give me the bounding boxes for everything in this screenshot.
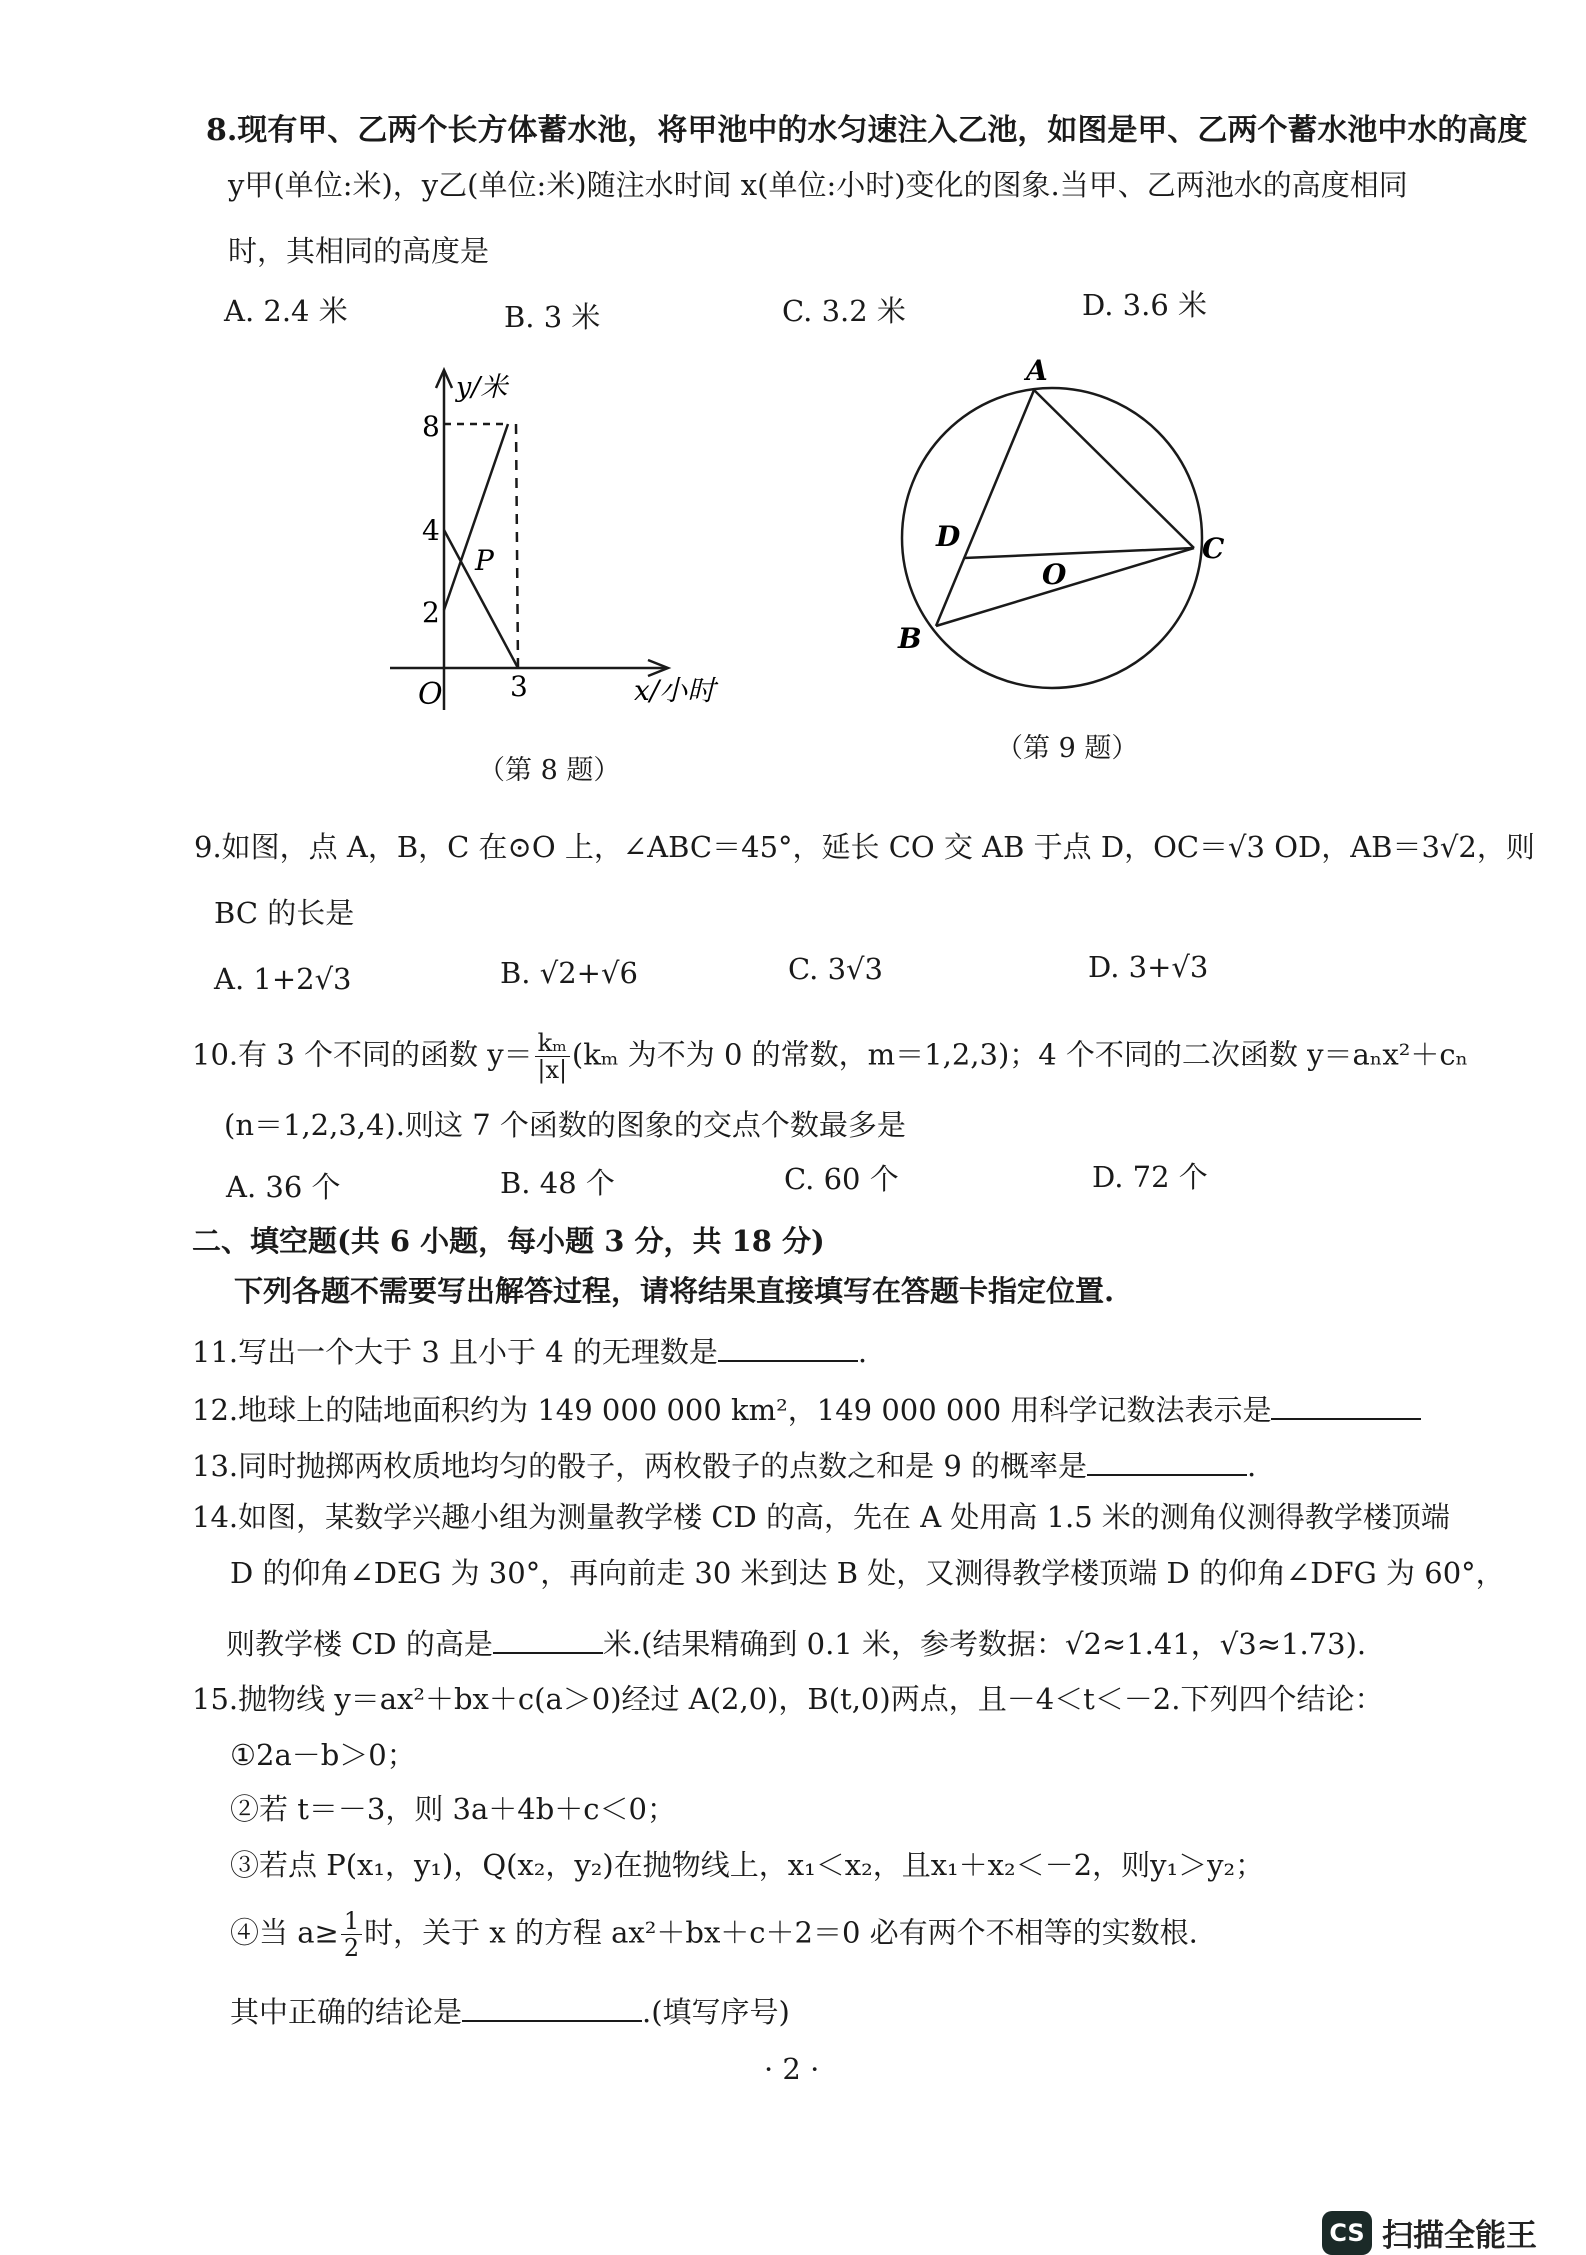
q8-line2: y甲(单位:米)，y乙(单位:米)随注水时间 x(单位:小时)变化的图象.当甲、乙两池水的高度相同: [228, 168, 1408, 202]
q10-option-d: D. 72 个: [1092, 1160, 1208, 1194]
fig9-label-d: D: [936, 520, 961, 553]
q8-option-b: B. 3 米: [504, 300, 601, 334]
fig9-caption: （第 9 题）: [996, 733, 1139, 764]
q14-line3-pre: 则教学楼 CD 的高是: [226, 1627, 493, 1661]
section2-title: 二、填空题(共 6 小题，每小题 3 分，共 18 分): [192, 1224, 825, 1258]
q8-line3: 时，其相同的高度是: [228, 234, 490, 268]
q9-option-b: B. √2+√6: [500, 956, 638, 990]
q10-line2: (n＝1,2,3,4).则这 7 个函数的图象的交点个数最多是: [224, 1108, 906, 1142]
q10-pre: 10.有 3 个不同的函数 y＝: [192, 1037, 533, 1072]
q14-line3: [226, 1622, 1366, 1663]
q13-end: .: [1247, 1449, 1257, 1483]
camscanner-watermark: [1322, 2210, 1537, 2255]
q10-frac-num: kₘ: [535, 1030, 570, 1057]
fig8-tick-4: 4: [422, 514, 440, 547]
q14-line2: D 的仰角∠DEG 为 30°，再向前走 30 米到达 B 处，又测得教学楼顶端 D 的仰角∠DFG 为 60°，: [230, 1556, 1505, 1590]
q14-line3-post: 米.(结果精确到 0.1 米，参考数据：√2≈1.41，√3≈1.73).: [602, 1627, 1367, 1661]
q15-conclusion-1: ①2a－b＞0；: [230, 1738, 416, 1772]
fig8-origin: O: [418, 677, 443, 712]
q14-line1: 14.如图，某数学兴趣小组为测量教学楼 CD 的高，先在 A 处用高 1.5 米的测角仪测得教学楼顶端: [192, 1500, 1450, 1534]
q10-frac-den: |x|: [537, 1056, 568, 1084]
q15-c4-post: 时，关于 x 的方程 ax²＋bx＋c＋2＝0 必有两个不相等的实数根.: [364, 1915, 1198, 1950]
q12-answer-blank[interactable]: [1271, 1388, 1421, 1420]
q14-answer-blank[interactable]: [493, 1622, 603, 1654]
q15-c4-pre: ④当 a≥: [230, 1915, 339, 1950]
q15-c4-num: 1: [341, 1908, 362, 1935]
fig9-label-b: B: [898, 622, 922, 655]
q10-option-c: C. 60 个: [784, 1162, 899, 1196]
figure-9-circle: [880, 352, 1225, 692]
q11: [192, 1330, 867, 1371]
q12-text: 12.地球上的陆地面积约为 149 000 000 km²，149 000 000 用科学记数法表示是: [192, 1393, 1272, 1427]
q8-option-d: D. 3.6 米: [1082, 288, 1207, 322]
camscanner-text: 扫描全能王: [1382, 2218, 1537, 2254]
q9-option-a: A. 1+2√3: [214, 962, 352, 996]
camscanner-logo-icon: CS: [1322, 2211, 1372, 2255]
page-number: · 2 ·: [764, 2052, 820, 2086]
q13-answer-blank[interactable]: [1087, 1444, 1247, 1476]
fig9-label-o: O: [1042, 558, 1067, 591]
q15-answer-blank[interactable]: [462, 1990, 642, 2022]
q15-conclusion-2: ②若 t＝－3，则 3a＋4b＋c＜0；: [230, 1792, 676, 1826]
q9-line2: BC 的长是: [214, 896, 355, 930]
fig8-tick-3: 3: [510, 670, 528, 703]
q15-answer: [230, 1990, 790, 2031]
figure-8-graph: [380, 360, 716, 720]
fig8-tick-8: 8: [422, 410, 440, 443]
q13: [192, 1444, 1256, 1485]
fig8-point-p: P: [475, 544, 494, 577]
q10-line1: [192, 1030, 1468, 1083]
q12: [192, 1388, 1421, 1429]
fig9-label-a: A: [1026, 354, 1048, 387]
fig9-label-c: C: [1202, 532, 1225, 565]
q15-answer-post: .(填写序号): [642, 1995, 790, 2029]
q15-c4-fraction: [341, 1908, 362, 1961]
section2-instruction: 下列各题不需要写出解答过程，请将结果直接填写在答题卡指定位置.: [234, 1274, 1115, 1308]
q9-option-c: C. 3√3: [788, 952, 883, 986]
q11-text: 11.写出一个大于 3 且小于 4 的无理数是: [192, 1335, 718, 1369]
q10-fraction: [535, 1030, 570, 1083]
q9-line1: 9.如图，点 A，B，C 在⊙O 上，∠ABC＝45°，延长 CO 交 AB 于点 D，OC＝√3 OD，AB＝3√2，则: [194, 830, 1535, 864]
q8-line1: 8.现有甲、乙两个长方体蓄水池，将甲池中的水匀速注入乙池，如图是甲、乙两个蓄水池中水的高度: [206, 113, 1528, 148]
fig8-x-label: x/小时: [634, 674, 716, 707]
fig8-y-label: y/米: [456, 372, 508, 403]
q10-post: (kₘ 为不为 0 的常数，m＝1,2,3)；4 个不同的二次函数 y＝aₙx²＋cₙ: [571, 1037, 1469, 1072]
q8-option-a: A. 2.4 米: [224, 294, 348, 328]
q11-answer-blank[interactable]: [718, 1330, 858, 1362]
q15-line1: 15.抛物线 y＝ax²＋bx＋c(a＞0)经过 A(2,0)，B(t,0)两点，且－4＜t＜－2.下列四个结论：: [192, 1682, 1384, 1716]
q15-conclusion-4: [230, 1908, 1198, 1961]
q13-text: 13.同时抛掷两枚质地均匀的骰子，两枚骰子的点数之和是 9 的概率是: [192, 1449, 1088, 1483]
q15-answer-pre: 其中正确的结论是: [230, 1995, 463, 2029]
q10-option-b: B. 48 个: [500, 1166, 615, 1200]
q11-end: .: [857, 1335, 868, 1369]
q15-conclusion-3: ③若点 P(x₁，y₁)，Q(x₂，y₂)在抛物线上，x₁＜x₂，且x₁＋x₂＜－2，则y₁＞y₂；: [230, 1848, 1265, 1882]
q10-option-a: A. 36 个: [226, 1170, 341, 1204]
q9-option-d: D. 3+√3: [1088, 950, 1209, 984]
q15-c4-den: 2: [343, 1934, 360, 1962]
fig8-tick-2: 2: [422, 596, 440, 629]
fig8-caption: （第 8 题）: [478, 755, 621, 786]
q8-option-c: C. 3.2 米: [782, 294, 906, 328]
